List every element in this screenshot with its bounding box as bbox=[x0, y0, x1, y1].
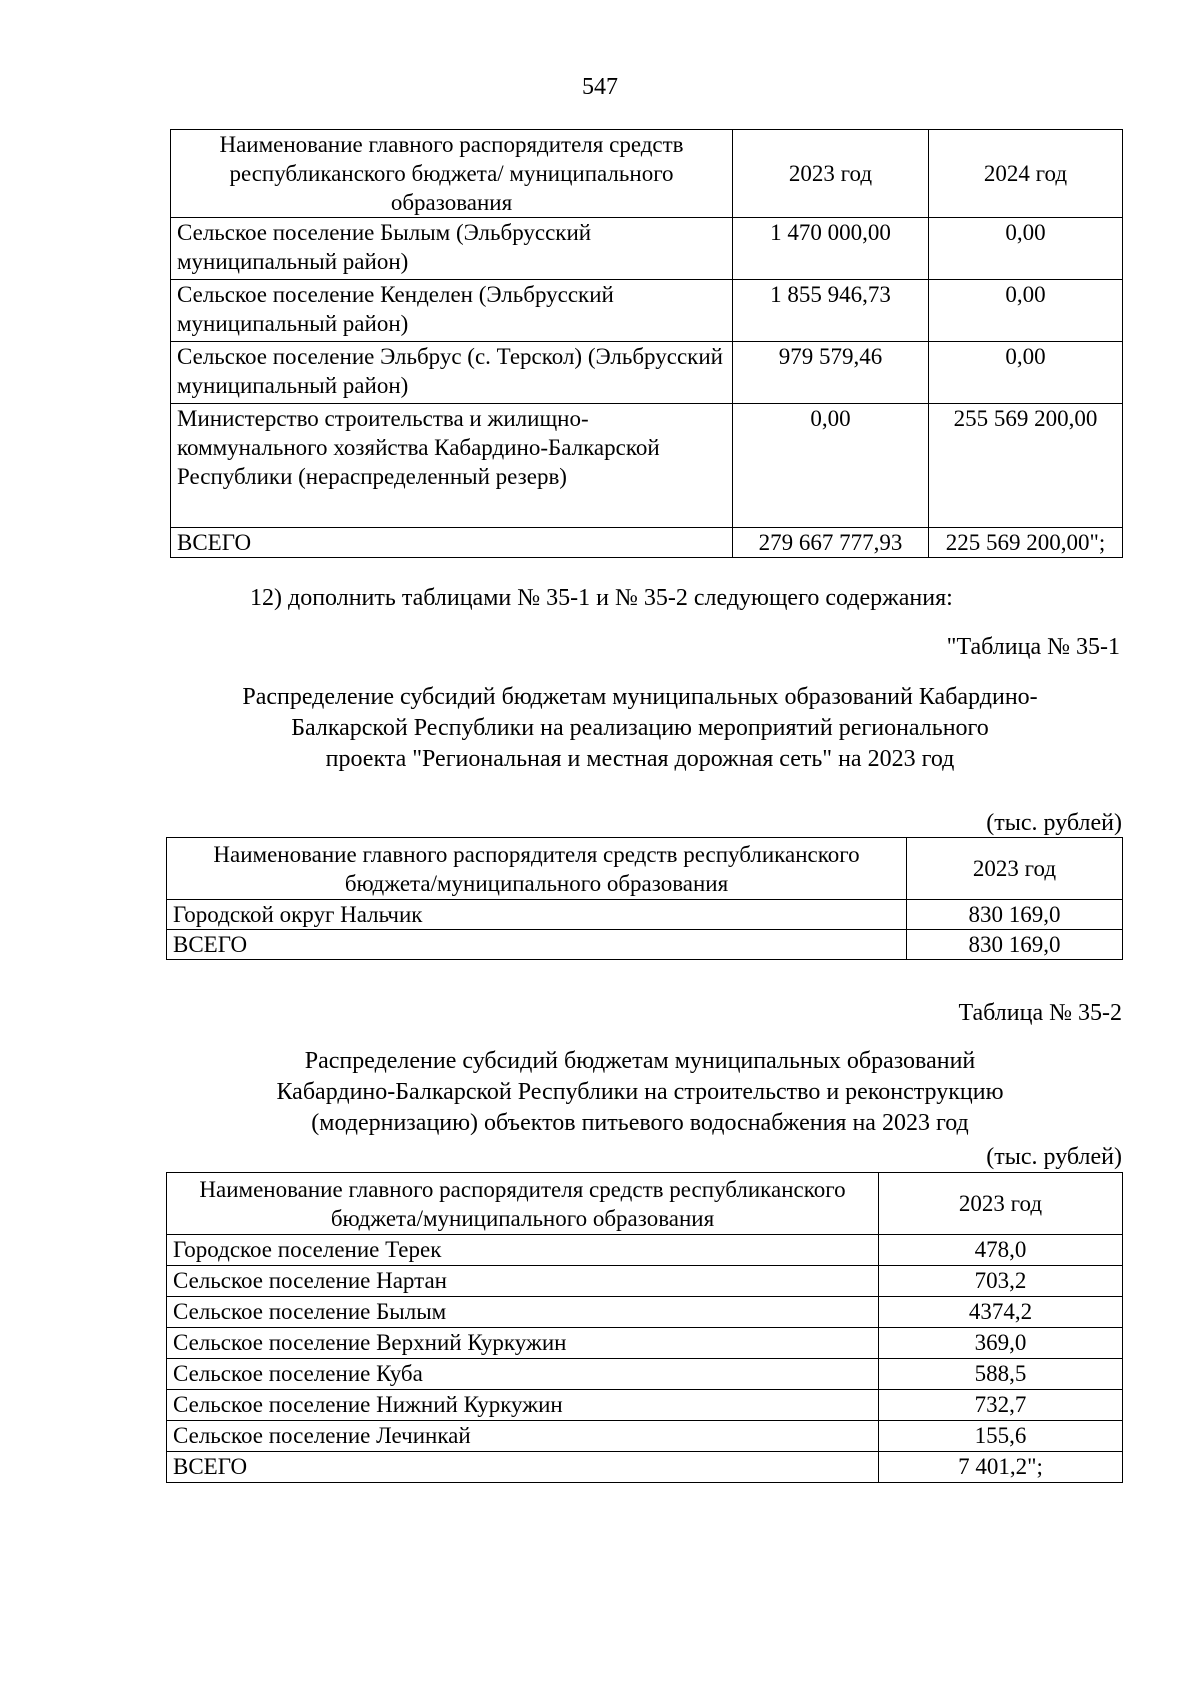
title-line: Кабардино-Балкарской Республики на строительство и реконструкцию bbox=[276, 1079, 1004, 1105]
total-label: ВСЕГО bbox=[167, 930, 907, 960]
title-line: Распределение субсидий бюджетам муниципальных образований Кабардино- bbox=[242, 684, 1038, 710]
table-35-2-units: (тыс. рублей) bbox=[986, 1144, 1122, 1170]
title-line: Распределение субсидий бюджетам муниципальных образований bbox=[304, 1048, 976, 1074]
row-2024: 255 569 200,00 bbox=[929, 404, 1123, 528]
row-2024: 0,00 bbox=[929, 280, 1123, 342]
title-line: Балкарской Республики на реализацию мероприятий регионального bbox=[291, 715, 989, 741]
total-label: ВСЕГО bbox=[167, 1452, 879, 1483]
table-row bbox=[167, 1390, 1123, 1421]
header-name: Наименование главного распорядителя средств республиканского бюджета/ муниципального образования bbox=[171, 130, 733, 218]
row-value: 478,0 bbox=[879, 1235, 1123, 1266]
table-35-1-units: (тыс. рублей) bbox=[986, 810, 1122, 836]
row-value: 830 169,0 bbox=[907, 900, 1123, 930]
table-35-1 bbox=[166, 837, 1123, 960]
total-label: ВСЕГО bbox=[171, 528, 733, 558]
row-name: Сельское поселение Нартан bbox=[167, 1266, 879, 1297]
table-total-row bbox=[167, 1452, 1123, 1483]
row-name: Городское поселение Терек bbox=[167, 1235, 879, 1266]
budget-table-top bbox=[170, 129, 1123, 558]
header-2023: 2023 год bbox=[733, 130, 929, 218]
row-value: 4374,2 bbox=[879, 1297, 1123, 1328]
total-value: 7 401,2"; bbox=[879, 1452, 1123, 1483]
table-row bbox=[167, 1421, 1123, 1452]
row-2024: 0,00 bbox=[929, 342, 1123, 404]
row-name: Сельское поселение Верхний Куркужин bbox=[167, 1328, 879, 1359]
header-2023: 2023 год bbox=[879, 1173, 1123, 1235]
table-35-1-title bbox=[100, 682, 1180, 775]
row-2023: 1 855 946,73 bbox=[733, 280, 929, 342]
row-name: Сельское поселение Нижний Куркужин bbox=[167, 1390, 879, 1421]
row-name: Городской округ Нальчик bbox=[167, 900, 907, 930]
header-2024: 2024 год bbox=[929, 130, 1123, 218]
table-total-row bbox=[167, 930, 1123, 960]
row-value: 588,5 bbox=[879, 1359, 1123, 1390]
table-row bbox=[167, 1359, 1123, 1390]
header-name: Наименование главного распорядителя средств республиканского бюджета/муниципального образования bbox=[167, 1173, 879, 1235]
table-row bbox=[167, 1328, 1123, 1359]
table-row bbox=[167, 1266, 1123, 1297]
row-name: Сельское поселение Былым bbox=[167, 1297, 879, 1328]
table-row bbox=[171, 404, 1123, 528]
page-number: 547 bbox=[582, 74, 618, 100]
table-header-row bbox=[167, 1173, 1123, 1235]
total-value: 830 169,0 bbox=[907, 930, 1123, 960]
row-name: Сельское поселение Лечинкай bbox=[167, 1421, 879, 1452]
table-header-row bbox=[171, 130, 1123, 218]
row-2023: 1 470 000,00 bbox=[733, 218, 929, 280]
row-name: Сельское поселение Былым (Эльбрусский муниципальный район) bbox=[171, 218, 733, 280]
table-row bbox=[167, 900, 1123, 930]
table-header-row bbox=[167, 838, 1123, 900]
row-value: 703,2 bbox=[879, 1266, 1123, 1297]
header-name: Наименование главного распорядителя средств республиканского бюджета/муниципального образования bbox=[167, 838, 907, 900]
row-name: Сельское поселение Эльбрус (с. Терскол) (Эльбрусский муниципальный район) bbox=[171, 342, 733, 404]
row-name: Сельское поселение Кенделен (Эльбрусский муниципальный район) bbox=[171, 280, 733, 342]
table-row bbox=[171, 280, 1123, 342]
row-name: Министерство строительства и жилищно-коммунального хозяйства Кабардино-Балкарской Республики (нераспределенный резерв) bbox=[171, 404, 733, 528]
row-2023: 0,00 bbox=[733, 404, 929, 528]
row-2023: 979 579,46 bbox=[733, 342, 929, 404]
table-35-2-title bbox=[100, 1046, 1180, 1139]
row-value: 732,7 bbox=[879, 1390, 1123, 1421]
header-2023: 2023 год bbox=[907, 838, 1123, 900]
table-row bbox=[171, 218, 1123, 280]
title-line: проекта "Региональная и местная дорожная сеть" на 2023 год bbox=[325, 746, 955, 772]
row-value: 369,0 bbox=[879, 1328, 1123, 1359]
table-total-row bbox=[171, 528, 1123, 558]
table-row bbox=[167, 1297, 1123, 1328]
row-2024: 0,00 bbox=[929, 218, 1123, 280]
row-value: 155,6 bbox=[879, 1421, 1123, 1452]
table-row bbox=[167, 1235, 1123, 1266]
row-name: Сельское поселение Куба bbox=[167, 1359, 879, 1390]
total-2024: 225 569 200,00"; bbox=[929, 528, 1123, 558]
table-35-2 bbox=[166, 1172, 1123, 1483]
title-line: (модернизацию) объектов питьевого водоснабжения на 2023 год bbox=[311, 1110, 969, 1136]
table-35-2-label: Таблица № 35-2 bbox=[958, 1000, 1122, 1026]
table-35-1-label: "Таблица № 35-1 bbox=[946, 634, 1120, 660]
total-2023: 279 667 777,93 bbox=[733, 528, 929, 558]
table-row bbox=[171, 342, 1123, 404]
clause-12: 12) дополнить таблицами № 35-1 и № 35-2 следующего содержания: bbox=[250, 585, 953, 611]
